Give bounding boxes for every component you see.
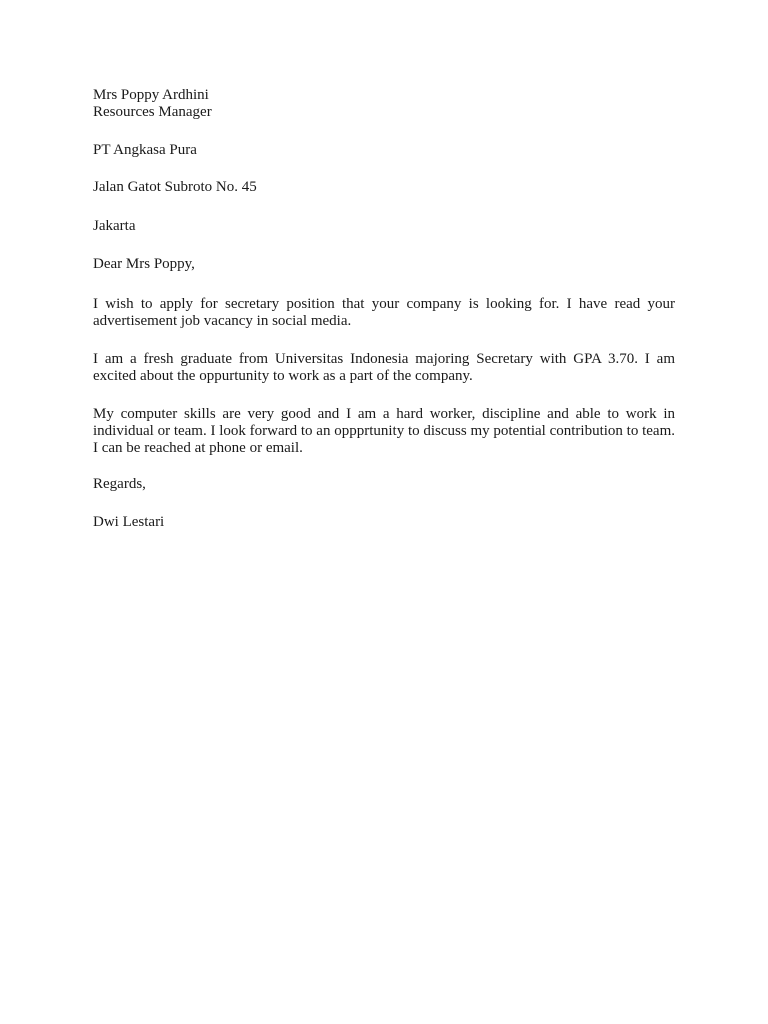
paragraph-application: I wish to apply for secretary position that your company is looking for. I have read your advertisement job vacancy in social media.: [93, 296, 675, 329]
letter-body: [93, 87, 675, 531]
recipient-company: PT Angkasa Pura: [93, 142, 197, 158]
recipient-city: Jakarta: [93, 218, 136, 234]
salutation: Dear Mrs Poppy,: [93, 256, 195, 272]
recipient-street: Jalan Gatot Subroto No. 45: [93, 179, 257, 195]
recipient-title: Resources Manager: [93, 104, 212, 120]
signature-name: Dwi Lestari: [93, 514, 165, 530]
paragraph-education: I am a fresh graduate from Universitas Indonesia majoring Secretary with GPA 3.70. I am excited about the oppurtunity to work as a part of the company.: [93, 351, 675, 384]
closing: Regards,: [93, 476, 146, 492]
recipient-name: Mrs Poppy Ardhini: [93, 87, 209, 103]
paragraph-skills: My computer skills are very good and I am a hard worker, discipline and able to work in individual or team. I look forward to an oppprtunity to discuss my potential contribution to team. I can be reached at phone or email.: [93, 406, 675, 456]
